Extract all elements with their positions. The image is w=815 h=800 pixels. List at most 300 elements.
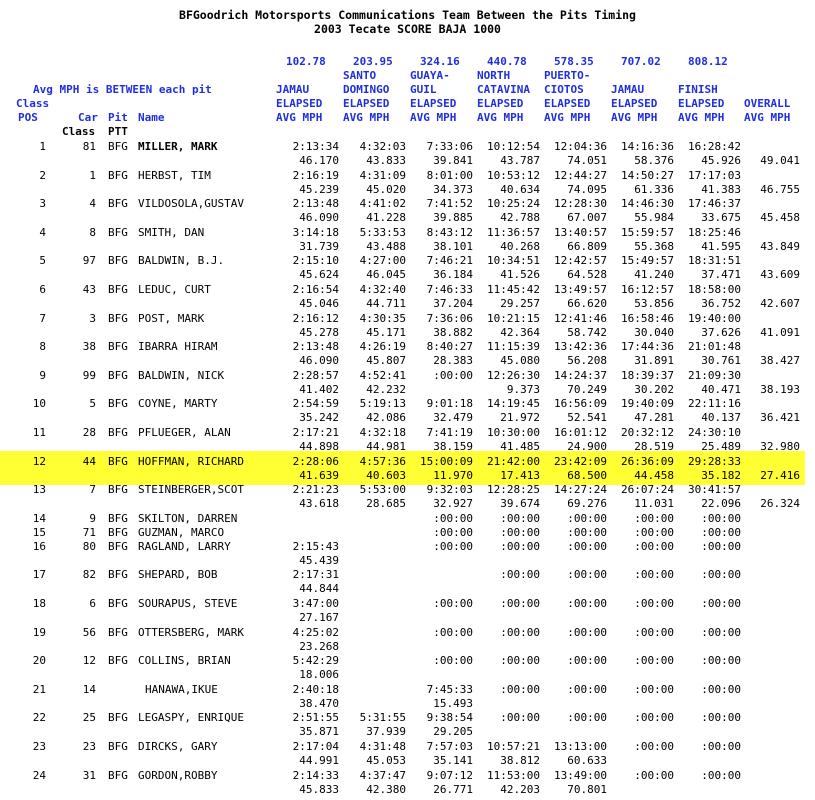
row-avg-mph: 30.040 xyxy=(634,325,674,339)
row-elapsed: :00:00 xyxy=(634,740,674,753)
row-pit: BFG xyxy=(108,740,128,753)
row-elapsed: 9:32:03 xyxy=(426,483,473,497)
checkpoint-avg-label: AVG MPH xyxy=(410,111,457,124)
row-avg-mph: 45.046 xyxy=(299,297,339,310)
row-elapsed: 14:46:30 xyxy=(621,197,674,211)
row-elapsed: 9:01:18 xyxy=(426,397,473,411)
row-elapsed: :00:00 xyxy=(500,539,540,553)
row-overall-avg: 41.091 xyxy=(760,325,800,339)
row-elapsed: 4:31:48 xyxy=(359,740,406,753)
row-overall-avg: 38.427 xyxy=(760,354,800,368)
row-elapsed: 17:44:36 xyxy=(621,340,674,354)
row-pos: 15 xyxy=(32,525,46,539)
row-elapsed: 12:44:27 xyxy=(554,168,607,182)
row-avg-mph: 45.020 xyxy=(366,182,406,196)
row-elapsed: 14:27:24 xyxy=(554,483,607,497)
row-pos: 9 xyxy=(39,368,46,382)
row-pos: 10 xyxy=(32,397,46,411)
row-driver-name: BALDWIN, B.J. xyxy=(138,254,225,268)
row-elapsed: 4:27:00 xyxy=(359,254,406,268)
row-elapsed: 8:01:00 xyxy=(426,168,473,182)
row-elapsed: :00:00 xyxy=(433,654,473,668)
report-title: BFGoodrich Motorsports Communications Team Between the Pits Timing xyxy=(179,8,636,22)
row-pos: 23 xyxy=(32,740,46,753)
row-avg-mph: 11.970 xyxy=(433,468,473,482)
row-elapsed: 16:58:46 xyxy=(621,311,674,325)
row-car: 99 xyxy=(82,368,96,382)
row-driver-name: MILLER, MARK xyxy=(138,140,218,153)
row-elapsed: 21:42:00 xyxy=(487,454,540,468)
row-avg-mph: 33.675 xyxy=(701,211,741,225)
checkpoint-elapsed-label: ELAPSED xyxy=(544,97,591,110)
checkpoint-avg-label: AVG MPH xyxy=(678,111,725,124)
checkpoint-name-1: SANTO xyxy=(343,69,377,82)
row-avg-mph: 46.045 xyxy=(366,268,406,282)
row-avg-mph: 53.856 xyxy=(634,297,674,310)
checkpoint-mile: 203.95 xyxy=(353,55,393,68)
row-driver-name: DIRCKS, GARY xyxy=(138,740,218,753)
row-avg-mph: 43.618 xyxy=(299,497,339,511)
row-elapsed: 4:41:02 xyxy=(359,197,406,211)
row-elapsed: 13:49:57 xyxy=(554,283,607,296)
row-elapsed: 5:31:55 xyxy=(359,711,406,725)
row-elapsed: 19:40:00 xyxy=(688,311,741,325)
row-elapsed: 26:07:24 xyxy=(621,483,674,497)
row-elapsed: 13:40:57 xyxy=(554,225,607,239)
row-elapsed: 2:17:31 xyxy=(292,568,339,582)
checkpoint-elapsed-label: ELAPSED xyxy=(477,97,524,110)
row-car: 25 xyxy=(82,711,96,725)
row-avg-mph: 44.898 xyxy=(299,440,339,453)
row-avg-mph: 40.137 xyxy=(701,411,741,425)
row-elapsed: 18:31:51 xyxy=(688,254,741,268)
row-elapsed: 16:01:12 xyxy=(554,426,607,439)
header-pit: Pit xyxy=(108,111,128,124)
row-elapsed: :00:00 xyxy=(500,625,540,639)
row-pit: BFG xyxy=(108,511,128,525)
row-elapsed: 10:12:54 xyxy=(487,140,540,153)
row-pos: 12 xyxy=(32,454,46,468)
checkpoint-elapsed-label: ELAPSED xyxy=(611,97,658,110)
row-pit: BFG xyxy=(108,225,128,239)
row-pos: 21 xyxy=(32,682,46,696)
checkpoint-elapsed-label: ELAPSED xyxy=(276,97,323,110)
row-elapsed: :00:00 xyxy=(500,511,540,525)
row-avg-mph: 30.202 xyxy=(634,382,674,396)
row-car: 1 xyxy=(89,168,96,182)
row-pos: 18 xyxy=(32,597,46,610)
row-pit: BFG xyxy=(108,368,128,382)
row-avg-mph: 38.470 xyxy=(299,696,339,710)
row-elapsed: 4:31:09 xyxy=(359,168,406,182)
row-elapsed: 2:16:12 xyxy=(292,311,339,325)
row-elapsed: 7:46:33 xyxy=(426,283,473,296)
row-avg-mph: 41.402 xyxy=(299,382,339,396)
row-avg-mph: 36.752 xyxy=(701,297,741,310)
row-avg-mph: 38.882 xyxy=(433,325,473,339)
row-elapsed: 18:58:00 xyxy=(688,283,741,296)
row-avg-mph: 66.620 xyxy=(567,297,607,310)
row-avg-mph: 21.972 xyxy=(500,411,540,425)
row-elapsed: :00:00 xyxy=(634,654,674,668)
row-elapsed: :00:00 xyxy=(701,768,741,782)
row-elapsed: 13:49:00 xyxy=(554,768,607,782)
row-elapsed: :00:00 xyxy=(567,682,607,696)
row-avg-mph: 23.268 xyxy=(299,639,339,653)
row-avg-mph: 44.458 xyxy=(634,468,674,482)
row-elapsed: 5:19:13 xyxy=(359,397,406,411)
row-elapsed: :00:00 xyxy=(433,511,473,525)
row-pos: 8 xyxy=(39,340,46,354)
row-pos: 16 xyxy=(32,539,46,553)
checkpoint-name-1: GUAYA- xyxy=(410,69,450,82)
row-elapsed: 2:16:54 xyxy=(292,283,339,296)
row-elapsed: 15:00:09 xyxy=(420,454,473,468)
row-avg-mph: 41.240 xyxy=(634,268,674,282)
row-car: 28 xyxy=(82,426,96,439)
row-elapsed: :00:00 xyxy=(433,597,473,610)
row-avg-mph: 35.141 xyxy=(433,754,473,767)
row-car: 44 xyxy=(82,454,96,468)
row-elapsed: :00:00 xyxy=(567,525,607,539)
row-elapsed: 12:28:25 xyxy=(487,483,540,497)
row-elapsed: 12:41:46 xyxy=(554,311,607,325)
row-elapsed: :00:00 xyxy=(433,368,473,382)
row-overall-avg: 43.849 xyxy=(760,239,800,253)
row-avg-mph: 47.281 xyxy=(634,411,674,425)
row-elapsed: 7:41:19 xyxy=(426,426,473,439)
row-avg-mph: 55.984 xyxy=(634,211,674,225)
row-elapsed: 10:25:24 xyxy=(487,197,540,211)
row-avg-mph: 45.439 xyxy=(299,553,339,567)
row-avg-mph: 40.603 xyxy=(366,468,406,482)
row-elapsed: :00:00 xyxy=(701,597,741,610)
row-pos: 22 xyxy=(32,711,46,725)
header-class: Class xyxy=(16,97,50,110)
row-avg-mph: 39.674 xyxy=(500,497,540,511)
row-overall-avg: 36.421 xyxy=(760,411,800,425)
row-avg-mph: 17.413 xyxy=(500,468,540,482)
row-avg-mph: 41.383 xyxy=(701,182,741,196)
row-elapsed: :00:00 xyxy=(433,625,473,639)
row-avg-mph: 39.885 xyxy=(433,211,473,225)
checkpoint-avg-label: AVG MPH xyxy=(276,111,323,124)
header-overall: OVERALL xyxy=(744,97,791,110)
row-elapsed: :00:00 xyxy=(567,711,607,725)
row-overall-avg: 38.193 xyxy=(760,382,800,396)
row-elapsed: :00:00 xyxy=(500,568,540,582)
row-pit: BFG xyxy=(108,768,128,782)
row-avg-mph: 44.844 xyxy=(299,582,339,596)
row-avg-mph: 43.833 xyxy=(366,154,406,167)
row-driver-name: GUZMAN, MARCO xyxy=(138,525,225,539)
row-car: 5 xyxy=(89,397,96,411)
row-driver-name: RAGLAND, LARRY xyxy=(138,539,231,553)
row-elapsed: :00:00 xyxy=(634,597,674,610)
row-elapsed: 2:15:43 xyxy=(292,539,339,553)
row-elapsed: 11:53:00 xyxy=(487,768,540,782)
row-avg-mph: 32.479 xyxy=(433,411,473,425)
checkpoint-name: CATAVINA xyxy=(477,83,530,96)
row-elapsed: :00:00 xyxy=(701,539,741,553)
row-car: 82 xyxy=(82,568,96,582)
row-elapsed: 11:36:57 xyxy=(487,225,540,239)
row-car: 9 xyxy=(89,511,96,525)
row-avg-mph: 70.801 xyxy=(567,782,607,796)
row-avg-mph: 41.228 xyxy=(366,211,406,225)
row-elapsed: :00:00 xyxy=(567,568,607,582)
row-elapsed: 4:25:02 xyxy=(292,625,339,639)
row-elapsed: 4:32:18 xyxy=(359,426,406,439)
row-pit: BFG xyxy=(108,168,128,182)
row-avg-mph: 74.095 xyxy=(567,182,607,196)
row-car: 12 xyxy=(82,654,96,668)
row-pos: 13 xyxy=(32,483,46,497)
report-subtitle: 2003 Tecate SCORE BAJA 1000 xyxy=(314,22,501,36)
row-avg-mph: 44.991 xyxy=(299,754,339,767)
row-avg-mph: 46.090 xyxy=(299,354,339,368)
row-avg-mph: 29.257 xyxy=(500,297,540,310)
row-elapsed: :00:00 xyxy=(634,525,674,539)
row-elapsed: :00:00 xyxy=(500,597,540,610)
row-elapsed: :00:00 xyxy=(433,539,473,553)
checkpoint-name-1: NORTH xyxy=(477,69,511,82)
row-avg-mph: 45.807 xyxy=(366,354,406,368)
row-elapsed: 12:04:36 xyxy=(554,140,607,153)
row-avg-mph: 38.812 xyxy=(500,754,540,767)
checkpoint-mile: 707.02 xyxy=(621,55,661,68)
row-elapsed: :00:00 xyxy=(634,682,674,696)
row-elapsed: 2:54:59 xyxy=(292,397,339,411)
row-elapsed: 14:24:37 xyxy=(554,368,607,382)
row-pos: 19 xyxy=(32,625,46,639)
row-elapsed: 7:46:21 xyxy=(426,254,473,268)
row-elapsed: :00:00 xyxy=(500,711,540,725)
row-elapsed: 12:42:57 xyxy=(554,254,607,268)
row-avg-mph: 58.742 xyxy=(567,325,607,339)
row-elapsed: :00:00 xyxy=(567,597,607,610)
checkpoint-name: DOMINGO xyxy=(343,83,390,96)
row-avg-mph: 31.891 xyxy=(634,354,674,368)
row-driver-name: HOFFMAN, RICHARD xyxy=(138,454,244,468)
row-driver-name: SMITH, DAN xyxy=(138,225,205,239)
row-driver-name: GORDON,ROBBY xyxy=(138,768,218,782)
header-ptt: PTT xyxy=(108,125,128,138)
row-elapsed: 11:45:42 xyxy=(487,283,540,296)
row-elapsed: 5:33:53 xyxy=(359,225,406,239)
row-car: 8 xyxy=(89,225,96,239)
row-elapsed: 2:14:33 xyxy=(292,768,339,782)
row-avg-mph: 60.633 xyxy=(567,754,607,767)
row-driver-name: COYNE, MARTY xyxy=(138,397,218,411)
row-elapsed: 2:17:04 xyxy=(292,740,339,753)
row-pos: 20 xyxy=(32,654,46,668)
row-avg-mph: 9.373 xyxy=(506,382,540,396)
row-avg-mph: 15.493 xyxy=(433,696,473,710)
row-elapsed: :00:00 xyxy=(701,740,741,753)
row-overall-avg: 42.607 xyxy=(760,297,800,310)
row-elapsed: 10:21:15 xyxy=(487,311,540,325)
header-name: Name xyxy=(138,111,165,124)
row-elapsed: 16:28:42 xyxy=(688,140,741,153)
row-pit: BFG xyxy=(108,254,128,268)
row-elapsed: 10:30:00 xyxy=(487,426,540,439)
row-elapsed: 2:28:06 xyxy=(292,454,339,468)
row-elapsed: 7:41:52 xyxy=(426,197,473,211)
row-avg-mph: 37.471 xyxy=(701,268,741,282)
row-elapsed: 3:14:18 xyxy=(292,225,339,239)
row-elapsed: 13:13:00 xyxy=(554,740,607,753)
row-elapsed: 2:17:21 xyxy=(292,426,339,439)
row-avg-mph: 45.926 xyxy=(701,154,741,167)
row-overall-avg: 46.755 xyxy=(760,182,800,196)
row-driver-name: PFLUEGER, ALAN xyxy=(138,426,231,439)
row-pit: BFG xyxy=(108,283,128,296)
checkpoint-avg-label: AVG MPH xyxy=(343,111,390,124)
row-car: 4 xyxy=(89,197,96,211)
row-elapsed: 14:19:45 xyxy=(487,397,540,411)
row-avg-mph: 74.051 xyxy=(567,154,607,167)
row-avg-mph: 39.841 xyxy=(433,154,473,167)
checkpoint-elapsed-label: ELAPSED xyxy=(343,97,390,110)
row-driver-name: SHEPARD, BOB xyxy=(138,568,218,582)
avg-mph-note: Avg MPH is BETWEEN each pit xyxy=(33,83,212,96)
row-overall-avg: 27.416 xyxy=(760,468,800,482)
row-pos: 4 xyxy=(39,225,46,239)
row-driver-name: LEGASPY, ENRIQUE xyxy=(138,711,244,725)
checkpoint-avg-label: AVG MPH xyxy=(611,111,658,124)
row-pos: 17 xyxy=(32,568,46,582)
row-elapsed: 5:53:00 xyxy=(359,483,406,497)
header-class-2: Class xyxy=(62,125,96,138)
row-elapsed: 2:15:10 xyxy=(292,254,339,268)
row-avg-mph: 55.368 xyxy=(634,239,674,253)
checkpoint-name: CIOTOS xyxy=(544,83,584,96)
row-elapsed: 14:50:27 xyxy=(621,168,674,182)
checkpoint-mile: 324.16 xyxy=(420,55,460,68)
row-avg-mph: 40.471 xyxy=(701,382,741,396)
row-avg-mph: 52.541 xyxy=(567,411,607,425)
row-avg-mph: 45.080 xyxy=(500,354,540,368)
row-elapsed: :00:00 xyxy=(701,525,741,539)
row-avg-mph: 42.086 xyxy=(366,411,406,425)
checkpoint-name: FINISH xyxy=(678,83,718,96)
row-avg-mph: 70.249 xyxy=(567,382,607,396)
row-car: 3 xyxy=(89,311,96,325)
row-driver-name: LEDUC, CURT xyxy=(138,283,211,296)
row-driver-name: COLLINS, BRIAN xyxy=(138,654,231,668)
row-elapsed: 7:45:33 xyxy=(426,682,473,696)
row-elapsed: :00:00 xyxy=(634,539,674,553)
row-car: 38 xyxy=(82,340,96,354)
row-avg-mph: 58.376 xyxy=(634,154,674,167)
row-avg-mph: 27.167 xyxy=(299,611,339,624)
row-pit: BFG xyxy=(108,397,128,411)
row-avg-mph: 29.205 xyxy=(433,725,473,739)
row-elapsed: 4:57:36 xyxy=(359,454,406,468)
row-car: 23 xyxy=(82,740,96,753)
row-avg-mph: 28.383 xyxy=(433,354,473,368)
row-driver-name: IBARRA HIRAM xyxy=(138,340,218,354)
row-avg-mph: 40.268 xyxy=(500,239,540,253)
row-driver-name: POST, MARK xyxy=(138,311,205,325)
row-elapsed: :00:00 xyxy=(701,568,741,582)
row-avg-mph: 41.639 xyxy=(299,468,339,482)
row-avg-mph: 37.626 xyxy=(701,325,741,339)
checkpoint-avg-label: AVG MPH xyxy=(477,111,524,124)
row-avg-mph: 30.761 xyxy=(701,354,741,368)
row-car: 71 xyxy=(82,525,96,539)
row-pit: BFG xyxy=(108,426,128,439)
row-avg-mph: 45.624 xyxy=(299,268,339,282)
row-avg-mph: 40.634 xyxy=(500,182,540,196)
row-avg-mph: 28.685 xyxy=(366,497,406,511)
row-elapsed: :00:00 xyxy=(634,568,674,582)
row-elapsed: 24:30:10 xyxy=(688,426,741,439)
row-avg-mph: 45.171 xyxy=(366,325,406,339)
row-pit: BFG xyxy=(108,654,128,668)
row-elapsed: 2:28:57 xyxy=(292,368,339,382)
row-avg-mph: 25.489 xyxy=(701,440,741,453)
row-elapsed: :00:00 xyxy=(567,539,607,553)
row-elapsed: 23:42:09 xyxy=(554,454,607,468)
row-pit: BFG xyxy=(108,711,128,725)
row-overall-avg: 32.980 xyxy=(760,440,800,453)
row-elapsed: 10:34:51 xyxy=(487,254,540,268)
row-car: 56 xyxy=(82,625,96,639)
row-driver-name: SOURAPUS, STEVE xyxy=(138,597,238,610)
row-avg-mph: 37.939 xyxy=(366,725,406,739)
row-pit: BFG xyxy=(108,483,128,497)
row-avg-mph: 38.101 xyxy=(433,239,473,253)
row-driver-name: HANAWA,IKUE xyxy=(145,682,218,696)
row-elapsed: 12:28:30 xyxy=(554,197,607,211)
row-elapsed: 4:30:35 xyxy=(359,311,406,325)
row-car: 31 xyxy=(82,768,96,782)
row-elapsed: 8:40:27 xyxy=(426,340,473,354)
row-elapsed: 2:40:18 xyxy=(292,682,339,696)
row-pit: BFG xyxy=(108,340,128,354)
row-pos: 5 xyxy=(39,254,46,268)
row-elapsed: :00:00 xyxy=(500,654,540,668)
row-avg-mph: 36.184 xyxy=(433,268,473,282)
row-elapsed: 2:13:34 xyxy=(292,140,339,153)
row-avg-mph: 45.239 xyxy=(299,182,339,196)
header-overall-avg: AVG MPH xyxy=(744,111,791,124)
row-avg-mph: 34.373 xyxy=(433,182,473,196)
row-car: 81 xyxy=(82,140,96,153)
row-elapsed: :00:00 xyxy=(567,654,607,668)
row-elapsed: :00:00 xyxy=(701,654,741,668)
row-elapsed: 4:52:41 xyxy=(359,368,406,382)
row-elapsed: 8:43:12 xyxy=(426,225,473,239)
row-elapsed: 2:16:19 xyxy=(292,168,339,182)
row-elapsed: :00:00 xyxy=(701,511,741,525)
row-pit: BFG xyxy=(108,140,128,153)
row-driver-name: BALDWIN, NICK xyxy=(138,368,225,382)
row-elapsed: 16:12:57 xyxy=(621,283,674,296)
row-elapsed: 15:49:57 xyxy=(621,254,674,268)
row-elapsed: 21:01:48 xyxy=(688,340,741,354)
checkpoint-avg-label: AVG MPH xyxy=(544,111,591,124)
row-elapsed: 18:25:46 xyxy=(688,225,741,239)
row-elapsed: 4:32:40 xyxy=(359,283,406,296)
row-elapsed: 2:13:48 xyxy=(292,340,339,354)
row-overall-avg: 45.458 xyxy=(760,211,800,225)
row-avg-mph: 43.488 xyxy=(366,239,406,253)
checkpoint-mile: 102.78 xyxy=(286,55,326,68)
row-elapsed: 9:38:54 xyxy=(426,711,473,725)
